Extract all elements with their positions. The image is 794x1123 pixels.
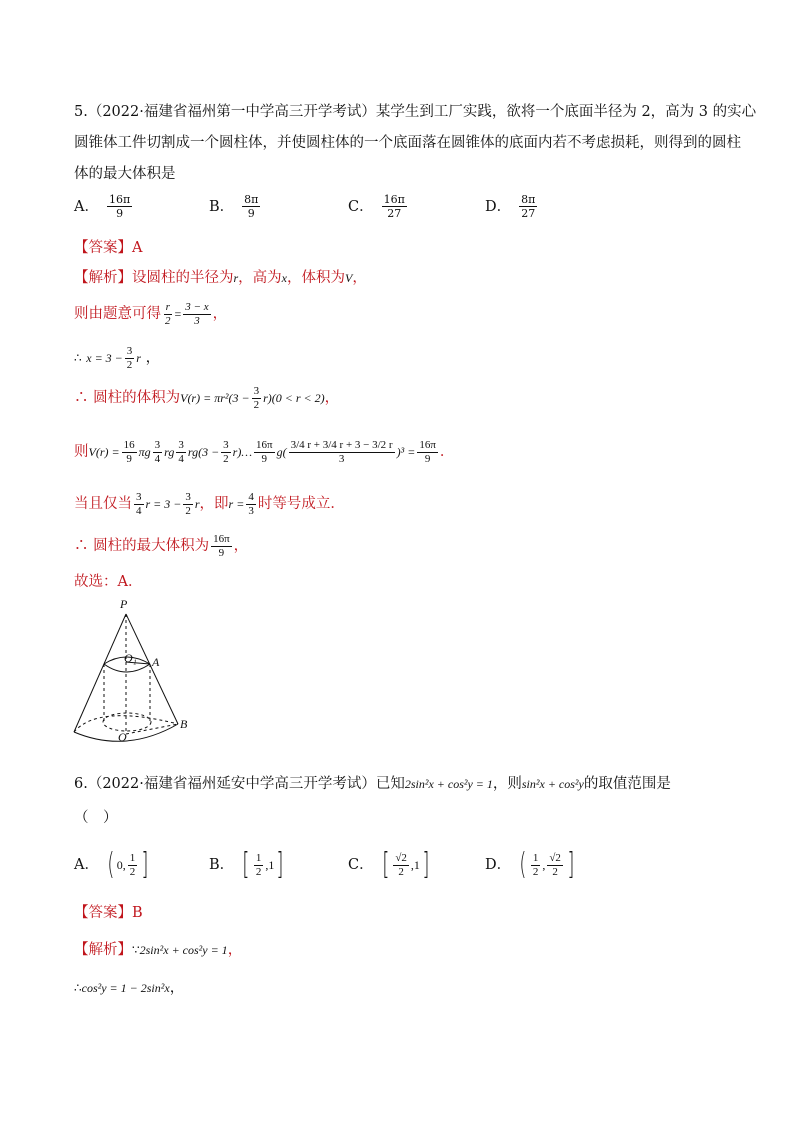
comma: ， (145, 350, 161, 366)
q5-step-3 (74, 384, 339, 412)
step-text: 则由题意可得 (74, 306, 161, 322)
expr: )³ = (396, 445, 416, 459)
bracket-left: [ (381, 847, 389, 882)
interval-part: ,1 (265, 858, 275, 872)
fraction (254, 852, 264, 879)
expr: πg (138, 445, 151, 459)
answer-value: A (132, 240, 143, 256)
frac-den: 27 (387, 207, 402, 220)
frac-num: √2 (395, 851, 407, 864)
option-label: C． (348, 857, 374, 873)
answer-tag: 【答案】 (74, 240, 132, 256)
frac-den: 9 (247, 207, 255, 220)
expr: cos²y = 1 − 2sin²x (81, 981, 170, 995)
option-fraction (519, 193, 537, 220)
frac-num: 3 (126, 344, 133, 357)
frac-den: 27 (521, 207, 536, 220)
therefore: ∴ (74, 351, 82, 365)
cone-cylinder-figure (68, 596, 198, 746)
bracket-right: ] (276, 847, 284, 882)
q5-option-b (209, 193, 262, 220)
expr: 2sin²x + cos²y = 1 (139, 943, 228, 957)
option-label: A． (74, 857, 99, 873)
frac-den: 9 (218, 546, 225, 559)
fraction (221, 439, 231, 466)
frac-num: r (165, 300, 170, 313)
frac-den: 3 (248, 504, 254, 517)
frac-den: 2 (165, 314, 171, 327)
analysis-tag: 【解析】 (74, 270, 132, 286)
step-text: ∴ 圆柱的最大体积为 (74, 538, 210, 554)
expr: rg(3 − (187, 445, 220, 459)
q5-stem-line-3: 体的最大体积是 (74, 166, 176, 182)
option-label: B． (209, 198, 235, 215)
frac-num: 3/4 r + 3/4 r + 3 − 3/2 r (290, 438, 393, 451)
expr: V(r) = πr²(3 − (180, 391, 250, 405)
q5-step-6 (74, 532, 248, 560)
frac-num: 8π (244, 193, 259, 206)
analysis-tag: 【解析】 (74, 942, 132, 958)
analysis-text: ，高为 (238, 270, 282, 286)
label-B: B (180, 717, 188, 731)
frac-num: 8π (521, 193, 536, 206)
expr: g( (276, 445, 287, 459)
answer-tag: 【答案】 (74, 905, 132, 921)
q5-stem-line-2: 圆锥体工件切割成一个圆柱体，并使圆柱体的一个底面落在圆锥体的底面内若不考虑损耗，则得到的圆柱 (74, 135, 741, 151)
frac-num: 3 (253, 384, 260, 397)
cone-side-right (126, 614, 178, 724)
var-r: r (233, 271, 239, 285)
expr: r (136, 351, 141, 365)
frac-num: 16π (419, 438, 436, 451)
frac-num: 16 (123, 438, 135, 451)
fraction (176, 439, 186, 466)
frac-num: 16π (256, 438, 273, 451)
bracket-right: ] (422, 847, 430, 882)
expr: r)… (232, 445, 253, 459)
interval-part: 0, (116, 858, 126, 872)
frac-num: 4 (248, 490, 254, 503)
frac-num: 1 (532, 851, 539, 864)
stem-text: 的取值范围是 (583, 776, 671, 792)
expr: V(r) = (88, 445, 120, 459)
label-P: P (120, 597, 128, 611)
q5-step-4 (74, 434, 454, 470)
frac-den: 9 (126, 452, 132, 465)
expr: rg (164, 445, 175, 459)
var-x: x (281, 271, 287, 285)
frac-den: 2 (255, 865, 262, 878)
bracket-right: ] (567, 847, 575, 882)
q5-choose: 故选：A． (74, 574, 143, 590)
frac-den: 9 (261, 452, 268, 465)
answer-value: B (132, 905, 143, 921)
q5-stem-line-1: 5.（2022·福建省福州第一中学高三开学考试）某学生到工厂实践，欲将一个底面半径为 2，高为 3 的实心 (74, 104, 757, 120)
fraction (134, 491, 144, 518)
frac-den: 9 (116, 207, 124, 220)
frac-den: 2 (552, 865, 558, 878)
frac-num: √2 (549, 851, 561, 864)
q6-answer (74, 903, 143, 923)
frac-num: 3 (154, 438, 161, 451)
option-label: A． (74, 198, 99, 215)
bracket-left: [ (242, 847, 250, 882)
q5-step-1 (74, 300, 227, 328)
fraction (393, 852, 409, 879)
therefore: ∴ (74, 981, 82, 995)
frac-num: 16π (383, 193, 405, 206)
period: ． (439, 444, 455, 460)
option-label: B． (209, 857, 235, 873)
analysis-text: ，体积为 (287, 270, 345, 286)
frac-den: 3 (338, 452, 345, 465)
comma: ， (233, 538, 249, 554)
expr: r = (228, 497, 245, 511)
fraction (531, 852, 541, 879)
frac-num: 3 (136, 490, 142, 503)
cone-side-left (74, 614, 126, 732)
fraction (125, 345, 135, 372)
step-text: ∴ 圆柱的体积为 (74, 390, 181, 406)
frac-den: 2 (185, 504, 191, 517)
frac-den: 2 (129, 865, 136, 878)
option-label: D． (485, 857, 512, 873)
expr: sin²x + cos²y (521, 777, 584, 791)
fraction (254, 439, 275, 466)
q5-step-5 (74, 490, 345, 518)
stem-text: ，则 (492, 776, 522, 792)
frac-num: 1 (255, 851, 262, 864)
q6-analysis-1 (74, 940, 242, 960)
interval-part: ,1 (410, 858, 420, 872)
label-A: A (152, 655, 160, 669)
option-label: D． (485, 198, 512, 215)
q6-option-a (74, 847, 151, 882)
fraction (128, 852, 138, 879)
cylinder-top-front (104, 664, 150, 672)
frac-den: 2 (126, 358, 133, 371)
fraction (163, 301, 173, 328)
comma: ， (212, 306, 228, 322)
option-fraction (382, 193, 407, 220)
frac-den: 2 (532, 865, 539, 878)
frac-num: 16π (108, 193, 131, 206)
expr: r (194, 497, 200, 511)
frac-num: 3 − x (185, 300, 209, 313)
bracket-left: ( (519, 847, 527, 882)
because: ∵ (132, 943, 140, 957)
frac-num: 3 (178, 438, 184, 451)
step-text: 则 (74, 444, 89, 460)
cylinder-bottom (103, 713, 151, 731)
interval-part: , (542, 858, 546, 872)
q5-analysis-intro (74, 268, 367, 288)
frac-den: 4 (178, 452, 184, 465)
frac-num: 3 (223, 438, 229, 451)
q6-option-d (485, 847, 577, 882)
expr: r)(0 < r < 2) (263, 391, 325, 405)
q6-option-c (348, 847, 432, 882)
fraction (211, 533, 232, 560)
fraction (289, 439, 395, 466)
option-fraction (242, 193, 260, 220)
fraction (122, 439, 137, 466)
expr: r = 3 − (145, 497, 182, 511)
comma: ， (324, 390, 340, 406)
frac-den: 3 (194, 314, 200, 327)
fraction (547, 852, 563, 879)
frac-num: 3 (185, 490, 191, 503)
q6-stem-line-1 (74, 774, 671, 794)
q5-answer (74, 238, 142, 258)
fraction (183, 301, 210, 328)
comma: ， (169, 980, 185, 996)
q6-paren: （ ） (74, 810, 118, 826)
option-fraction (107, 193, 132, 220)
bracket-right: ] (141, 847, 149, 882)
fraction (252, 385, 262, 412)
frac-den: 4 (154, 452, 161, 465)
comma: ， (352, 270, 367, 286)
q6-analysis-2 (74, 978, 184, 998)
stem-text: 6.（2022·福建省福州延安中学高三开学考试）已知 (74, 776, 405, 792)
analysis-text: 设圆柱的半径为 (132, 270, 234, 286)
fraction (417, 439, 438, 466)
q5-option-a (74, 193, 134, 220)
fraction (153, 439, 163, 466)
q6-option-b (209, 847, 286, 882)
q5-step-2 (74, 344, 160, 372)
step-text: 时等号成立． (257, 496, 345, 512)
frac-den: 2 (398, 865, 404, 878)
frac-den: 4 (136, 504, 142, 517)
expr: 2sin²x + cos²y = 1 (404, 777, 493, 791)
option-label: C． (348, 198, 374, 215)
label-O: O (118, 730, 127, 744)
frac-den: 2 (253, 398, 260, 411)
frac-num: 16π (213, 532, 230, 545)
q5-option-c (348, 193, 409, 220)
label-O1: O₁ (124, 651, 137, 665)
fraction (246, 491, 256, 518)
equals: = (174, 307, 182, 321)
frac-den: 2 (223, 452, 229, 465)
radius-ob (126, 724, 178, 734)
bracket-left: ( (107, 847, 115, 882)
var-V: V (345, 271, 353, 285)
frac-num: 1 (129, 851, 136, 864)
frac-den: 9 (424, 452, 431, 465)
comma: ， (227, 942, 243, 958)
step-text: ，即 (199, 496, 229, 512)
step-text: 当且仅当 (74, 496, 132, 512)
q5-option-d (485, 193, 539, 220)
expr: x = 3 − (86, 351, 123, 365)
fraction (183, 491, 193, 518)
